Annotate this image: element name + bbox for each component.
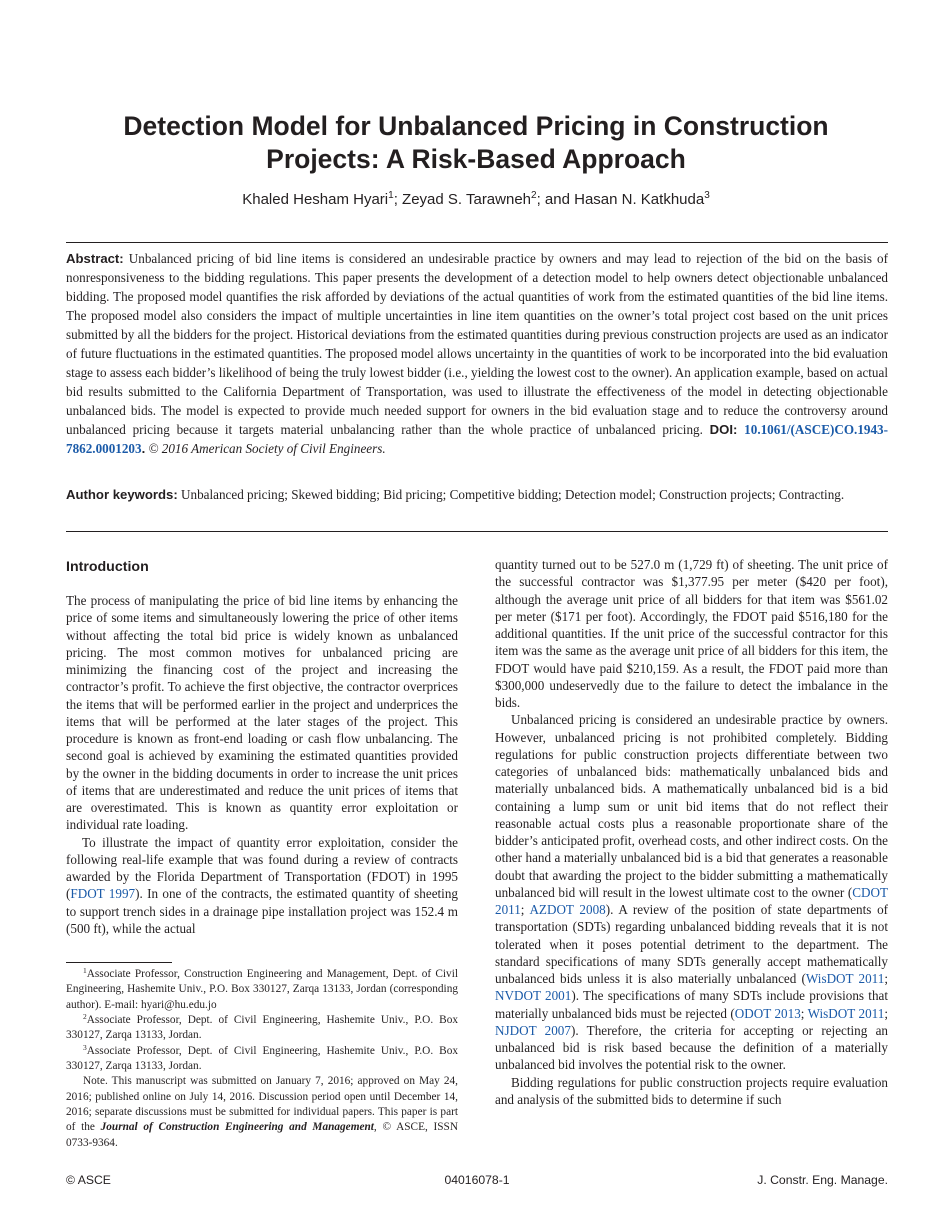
paragraph (66, 834, 458, 938)
footnote-text: Associate Professor, Dept. of Civil Engineering, Hashemite Univ., P.O. Box 330127, Zarqa 13133, Jordan. (66, 1014, 458, 1042)
doi-link[interactable]: 10.1061/(ASCE)CO.1943-7862.0001203 (66, 422, 888, 456)
footnote-marker: 2 (83, 1012, 87, 1022)
submission-note (66, 1074, 458, 1151)
footnote-rule (66, 962, 172, 963)
citation-separator: ; (884, 1005, 888, 1021)
abstract-text: Unbalanced pricing of bid line items is considered an undesirable practice by owners and may lead to rejection of the bid on the basis of nonresponsiveness to the bidding regulations. This paper presents the development of a detection model to help owners detect objectionable unbalanced bidding. The proposed model quantifies the risk afforded by deviations of the actual quantities of work from the estimated quantities of the bid line items. The proposed model also considers the impact of multiple uncertainties in line item quantities on the owner’s total project cost based on the unit prices submitted by all the bidders for the project. Historical deviations from the estimated quantities during previous construction projects are used as an indicator of future fluctuations in the estimated quantities. The proposed model allows uncertainty in the quantities of work to be incorporated into the bid evaluation stage to assess each bidder’s likelihood of being the truly lowest bidder (i.e., yielding the lowest cost to the owner). An application example, based on actual bid results submitted to the California Department of Transportation, was used to illustrate the effectiveness of the model in detecting objectionable unbalanced bids. The model is expected to provide much needed support for owners in the bid evaluation stage and to reduce the controversy around unbalanced pricing because it targets material unbalancing rather than the whole practice of unbalanced pricing. (66, 251, 888, 437)
paragraph-text: To illustrate the impact of quantity error exploitation, consider the following real-life example that was found during a review of contracts awarded by the Florida Department of Transportation (FDOT) in 1995 ( (66, 834, 458, 902)
footer-page-number: 04016078-1 (444, 1173, 510, 1187)
right-column (495, 556, 888, 1108)
author-separator: ; (393, 191, 403, 208)
author-name: Hasan N. Katkhuda (574, 191, 705, 208)
paragraph: The process of manipulating the price of bid line items by enhancing the price of some items and simultaneously lowering the price of other items without affecting the total bid price is widely known as unbalanced pricing. The most common motives for unbalanced pricing are minimizing the financing cost of the project and increasing the contractor’s profit. To achieve the first objective, the contractor overprices the items that will be performed earlier in the project and underprices the items that will be performed at the later stages of the project. This procedure is known as front-end loading or cash flow unbalancing. The second goal is achieved by examining the estimated quantities provided by the owner in the bidding documents in order to increase the unit prices of items that are underestimated and reduce the unit prices of items that are overestimated. This is known as quantity error exploitation or individual rate loading. (66, 593, 458, 833)
footnote-text: Associate Professor, Construction Engineering and Management, Dept. of Civil Engineering, Hashemite Univ., P.O. Box 330127, Zarqa 13133, Jordan (corresponding author). E-mail: hyari@hu.edu.jo (66, 968, 458, 1011)
journal-name: Journal of Construction Engineering and Management (100, 1121, 374, 1134)
paragraph: Bidding regulations for public construction projects require evaluation and analysis of the submitted bids to determine if such (495, 1074, 888, 1107)
page-footer (66, 1172, 888, 1188)
paragraph-text: ). In one of the contracts, the estimated quantity of sheeting to support trench sides in a drainage pipe installation project was 152.4 m (500 ft), while the actual (66, 886, 458, 936)
footnote-marker: 1 (83, 966, 87, 975)
citation-link[interactable]: CDOT 2011 (495, 884, 888, 917)
footnote-2 (66, 1013, 458, 1044)
author-affiliation-marker: 1 (388, 190, 394, 201)
citation-separator: ; (884, 971, 888, 986)
citation-link[interactable]: WisDOT 2011 (807, 1005, 885, 1021)
footnote-text: Associate Professor, Dept. of Civil Engineering, Hashemite Univ., P.O. Box 330127, Zarqa 13133, Jordan. (66, 1044, 458, 1073)
doi-label: DOI: (709, 422, 738, 437)
copyright-notice: © 2016 American Society of Civil Engineers. (148, 441, 386, 456)
left-column (66, 556, 458, 937)
citation-link[interactable]: ODOT 2013 (734, 1005, 801, 1021)
doi-period: . (141, 441, 146, 456)
author-affiliation-marker: 2 (531, 190, 537, 201)
paragraph-continued: quantity turned out to be 527.0 m (1,729 ft) of sheeting. The unit price of the successful contractor was $1,377.95 per meter ($420 per foot), although the average unit price of all bidders for that item was $561.02 per meter ($171 per foot). Accordingly, the FDOT paid $516,180 for the additional quantities. If the unit price of the successful contractor for this item was the same as the average unit price of all bidders for this item, the FDOT would have paid $210,159. As a result, the FDOT paid more than $300,000 undeservedly due to the failure to detect the imbalance in the bids. (495, 557, 888, 710)
paragraph-text: ). Therefore, the criteria for accepting or rejecting an unbalanced bid is risk based because the definition of a materially unbalanced bid involves the potential risk to the owner. (495, 1022, 888, 1073)
paragraph-text: Unbalanced pricing is considered an undesirable practice by owners. However, unbalanced pricing is not prohibited completely. Bidding regulations for public construction projects differentiate between two categories of unbalanced bids: mathematically unbalanced bids and materially unbalanced bids. A mathematically unbalanced bid is a bid containing a lump sum or unit bid items that do not reflect their reasonable actual costs plus a reasonable proportionate share of the bidder’s anticipated profit, overhead costs, and other indirect costs. On the other hand a materially unbalanced bid is a bid that generates a reasonable doubt that awarding the project to the bidder submitting a mathematically unbalanced bid will result in the lowest ultimate cost to the owner ( (495, 712, 888, 900)
keywords-bottom-rule (66, 531, 888, 532)
citation-link[interactable]: WisDOT 2011 (805, 971, 885, 986)
footer-journal-abbrev: J. Constr. Eng. Manage. (757, 1173, 888, 1187)
section-heading-introduction: Introduction (66, 559, 149, 575)
paragraph (495, 711, 888, 1073)
abstract-label: Abstract: (66, 251, 124, 266)
keywords-label: Author keywords: (66, 487, 178, 502)
abstract (66, 249, 888, 458)
author-list (66, 190, 886, 210)
author-affiliation-marker: 3 (704, 190, 710, 201)
footnotes (66, 967, 458, 1151)
citation-link[interactable]: FDOT 1997 (70, 886, 136, 902)
footer-copyright: © ASCE (66, 1173, 111, 1187)
paragraph-text: ). A review of the position of state departments of transportation (SDTs) regarding unbalanced bidding reveals that it is not tolerated when it poses potential detriment to the department. The standard specifications of many SDTs generally accept mathematically unbalanced bids unless it is also materially unbalanced ( (495, 902, 889, 986)
author-keywords (66, 485, 888, 504)
note-text: , © ASCE, ISSN 0733-9364. (66, 1121, 458, 1149)
author-name: Khaled Hesham Hyari (242, 191, 389, 208)
abstract-top-rule (66, 242, 888, 243)
footnote-marker: 3 (83, 1042, 87, 1052)
footnote-3 (66, 1044, 458, 1075)
keywords-text: Unbalanced pricing; Skewed bidding; Bid pricing; Competitive bidding; Detection model; Construction projects; Contracting. (181, 487, 845, 502)
author-name: Zeyad S. Tarawneh (402, 191, 532, 208)
paper-title: Detection Model for Unbalanced Pricing in Construction Projects: A Risk-Based Approach (123, 111, 829, 174)
author-separator: ; and (536, 191, 575, 208)
citation-link[interactable]: NVDOT 2001 (495, 988, 572, 1004)
paragraph-text: ). The specifications of many SDTs include provisions that materially unbalanced bids must be rejected ( (495, 988, 888, 1021)
citation-separator: ; (520, 902, 530, 917)
footnote-1 (66, 967, 458, 1013)
citation-link[interactable]: AZDOT 2008 (529, 902, 606, 917)
citation-separator: ; (800, 1005, 808, 1021)
note-text: Note. This manuscript was submitted on January 7, 2016; approved on May 24, 2016; published online on July 14, 2016. Discussion period open until December 14, 2016; separate discussions must be submitted for individual papers. This paper is part of the (66, 1075, 458, 1134)
citation-link[interactable]: NJDOT 2007 (495, 1022, 571, 1038)
